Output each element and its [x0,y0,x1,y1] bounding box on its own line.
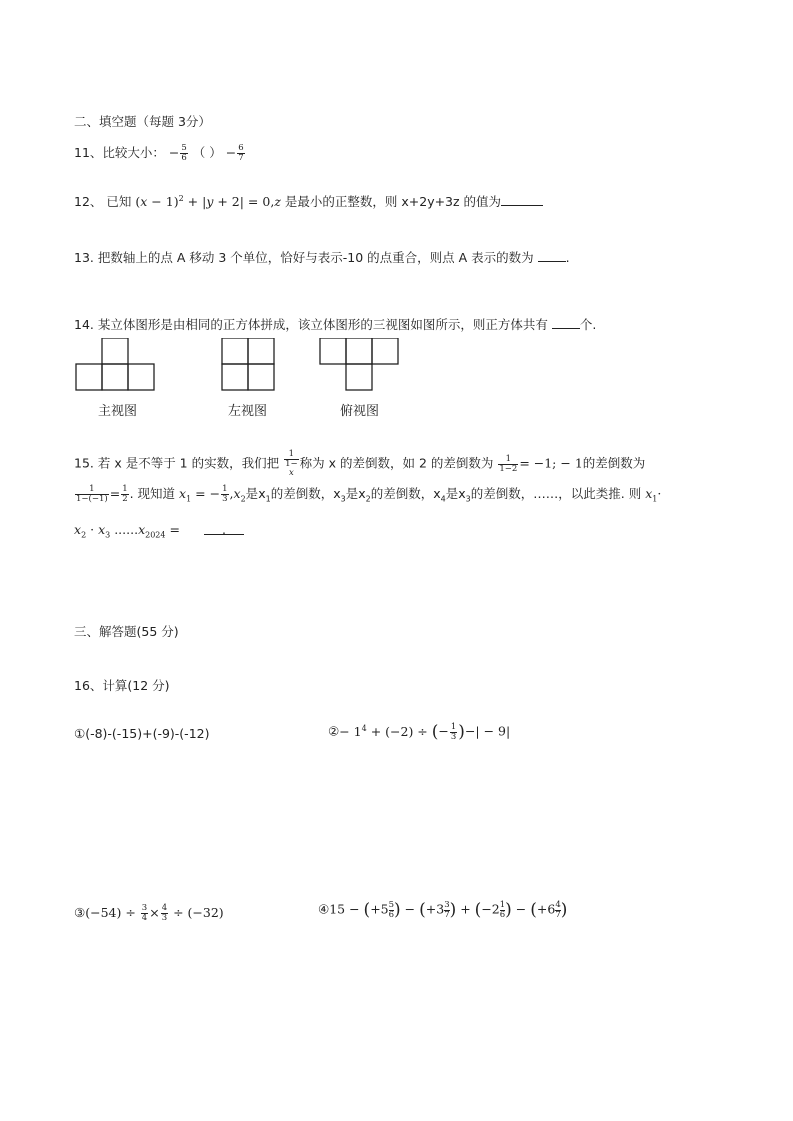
q15-example-fraction: $\frac{1}{1-2}$ [499,453,518,474]
question-14 [74,315,596,333]
front-view-caption: 主视图 [98,404,138,419]
q11-fraction-1: $\frac{5}{6}$ [181,143,187,163]
top-view-figure [320,338,400,390]
q16-part-4-label: ④ [318,901,330,917]
q11-fraction-2: $\frac{6}{7}$ [238,143,244,163]
q11-paren[interactable]: （ ） [192,145,222,160]
three-views-figure [74,338,404,394]
q15-product-expression: $x_2 \cdot x_3$ $......x_{2024}$ [74,522,166,540]
q15-text-is-2: 是 [345,486,359,501]
q15-equals: = [169,522,180,537]
q16-part-1: ①(-8)-(-15)+(-9)-(-12) [74,726,210,741]
q15-text-a: 15. 若 x 是不等于 1 的实数，我们把 [74,455,280,471]
q16-p3-fraction-2: $\frac{4}{3}$ [161,903,168,923]
question-13: 13. 把数轴上的点 A 移动 3 个单位，恰好与表示-10 的点重合，则点 A 表示的数为 . [74,250,570,265]
question-15-line-1: 15. 若 x 是不等于 1 的实数，我们把 1 1− x 称为 x 的差倒数，如 2 的差倒数为 $\frac{1}{1-2}$ = −1; − 1的差倒数为 [74,449,646,478]
q16-part-3-label: ③ [74,905,86,920]
question-15-line-2: $\frac{1}{1-(-1)}$ = $\frac{1}{2}$ . 现知道 $x_1$ = − $\frac{1}{3}$ $,x_2$是$x_1$的差倒数，$x_3$是$x_2$的差倒数，$x_4$是$x_3$的差倒数，……，以此类推. 则 $x_1\cdot$ [76,484,662,504]
top-view-caption: 俯视图 [340,404,380,419]
question-12 [74,192,543,210]
section-title-fill-blank: 二、填空题（每题 3分） [74,114,211,129]
q12-prefix: 12、 已知 [74,194,132,209]
q15-example-fraction-2: $\frac{1}{1-(-1)}$ [76,484,108,504]
q15-reciprocal-def-fraction: 1 1− x [285,449,298,478]
q12-equation: $(x - 1)^2 + |y + 2| = 0,z$ [135,193,281,209]
question-11: 11、比较大小： − $\frac{5}{6}$ （ ） − $\frac{6}{7}$ [74,143,244,163]
q15-half-fraction: $\frac{1}{2}$ [122,484,128,504]
q11-text: 11、比较大小： [74,145,165,160]
q14-suffix: 个. [579,317,597,332]
q15-x1-fraction: $\frac{1}{3}$ [222,484,228,504]
q15-text-is-3: 是 [445,486,459,501]
q15-text-reciprocal-1: 的差倒数， [270,486,334,501]
q15-text-c: 的差倒数为 [582,455,646,471]
left-view-figure [222,338,274,390]
q12-answer-blank[interactable] [501,193,543,206]
q16-part-3: ③(−54) ÷ $\frac{3}{4}$ × $\frac{4}{3}$ ÷ (−32) [74,903,224,923]
q15-text-b: 称为 x 的差倒数，如 2 的差倒数为 [299,455,494,471]
question-16-title: 16、计算(12 分) [74,678,170,693]
q15-answer-blank[interactable]: . [204,522,244,535]
q15-text-line2-a: . 现知道 [129,486,176,501]
left-view-caption: 左视图 [228,404,268,419]
q16-part-4: ④15 − (+5 $\frac{5}{6}$ ) − (+3 $\frac{3}{7}$ ) + (−2 $\frac{1}{6}$ ) − (+6 $\frac{4}{7}$ ) [318,899,568,920]
section-title-answer: 三、解答题(55 分) [74,624,179,639]
q16-part-2: ②− $1^4 + (-2)$ ÷ (− $\frac{1}{3}$ )−| − 9| [328,721,511,742]
q15-text-analogy: 的差倒数，……，以此类推. 则 [470,486,642,501]
question-15-line-3 [74,522,244,540]
front-view-figure [76,338,154,390]
q16-part-2-label: ② [328,723,340,739]
q13-answer-blank[interactable] [538,249,566,262]
q15-text-is-1: 是 [245,486,259,501]
q14-answer-blank[interactable] [552,316,580,329]
q16-p3-fraction-1: $\frac{3}{4}$ [141,903,148,923]
q12-mid: 是最小的正整数，则 x+2y+3z 的值为 [284,194,502,209]
q15-text-reciprocal-2: 的差倒数， [370,486,434,501]
q13-text: 13. 把数轴上的点 A 移动 3 个单位，恰好与表示-10 的点重合，则点 A 表示的数为 [74,250,534,265]
q16-p2-fraction: $\frac{1}{3}$ [450,721,457,742]
q14-text: 14. 某立体图形是由相同的正方体拼成，该立体图形的三视图如图所示，则正方体共有 [74,317,548,332]
